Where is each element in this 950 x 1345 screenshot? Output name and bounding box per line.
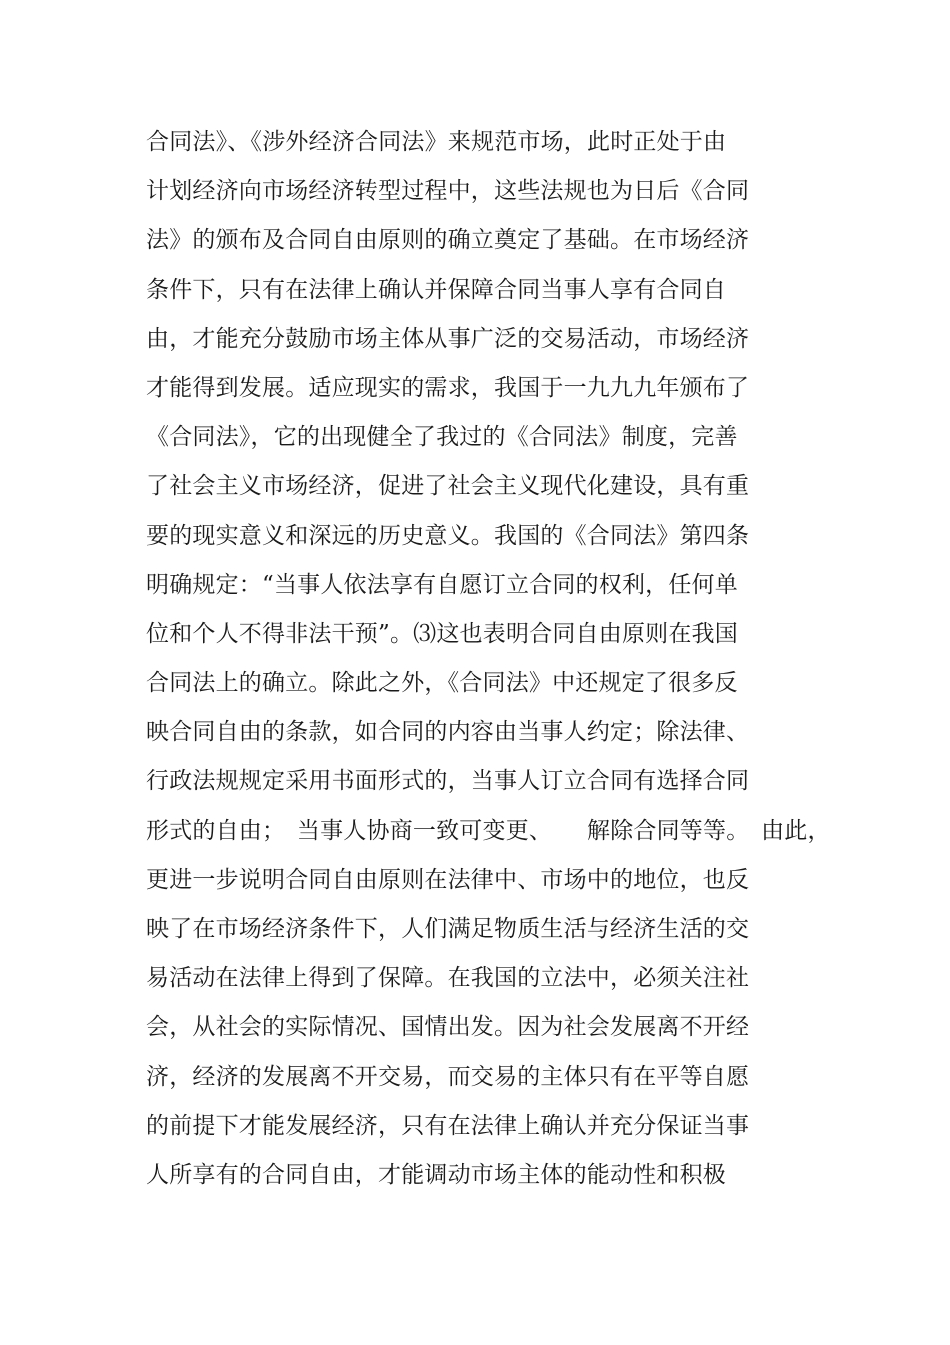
text-line-7: 《合同法》，它的出现健全了我过的《合同法》制度，完善: [146, 424, 738, 451]
text-line-20: 济，经济的发展离不开交易，而交易的主体只有在平等自愿: [146, 1063, 750, 1090]
text-line-17: 映了在市场经济条件下，人们满足物质生活与经济生活的交: [146, 916, 750, 942]
text-line-22: 人所享有的合同自由，才能调动市场主体的能动性和积极: [146, 1161, 726, 1188]
text-line-2: 计划经济向市场经济转型过程中，这些法规也为日后《合同: [146, 178, 750, 205]
body-text: [146, 121, 831, 1203]
text-line-11: 位和个人不得非法干预”。⑶这也表明合同自由原则在我国: [146, 620, 738, 647]
text-line-9: 要的现实意义和深远的历史意义。我国的《合同法》第四条: [146, 522, 750, 549]
text-line-10: 明确规定：“当事人依法享有自愿订立合同的权利，任何单: [146, 571, 738, 598]
text-line-15: 形式的自由； 当事人协商一致可变更、 解除合同等等。 由此，: [146, 817, 831, 844]
text-line-8: 了社会主义市场经济，促进了社会主义现代化建设，具有重: [146, 473, 750, 500]
text-line-16: 更进一步说明合同自由原则在法律中、市场中的地位，也反: [146, 866, 750, 893]
text-line-19: 会，从社会的实际情况、国情出发。因为社会发展离不开经: [146, 1014, 750, 1041]
text-line-13: 映合同自由的条款，如合同的内容由当事人约定；除法律、: [146, 719, 750, 746]
text-line-4: 条件下，只有在法律上确认并保障合同当事人享有合同自: [146, 276, 726, 303]
text-line-6: 才能得到发展。适应现实的需求，我国于一九九九年颁布了: [146, 374, 750, 401]
text-line-5: 由，才能充分鼓励市场主体从事广泛的交易活动，市场经济: [146, 325, 750, 352]
text-line-12: 合同法上的确立。除此之外，《合同法》中还规定了很多反: [146, 670, 738, 697]
text-line-18: 易活动在法律上得到了保障。在我国的立法中，必须关注社: [146, 965, 750, 992]
text-line-14: 行政法规规定采用书面形式的，当事人订立合同有选择合同: [146, 768, 750, 795]
text-line-3: 法》的颁布及合同自由原则的确立奠定了基础。在市场经济: [146, 227, 750, 254]
text-line-1: 合同法》、《涉外经济合同法》来规范市场，此时正处于由: [146, 129, 727, 155]
text-line-21: 的前提下才能发展经济，只有在法律上确认并充分保证当事: [146, 1112, 750, 1139]
